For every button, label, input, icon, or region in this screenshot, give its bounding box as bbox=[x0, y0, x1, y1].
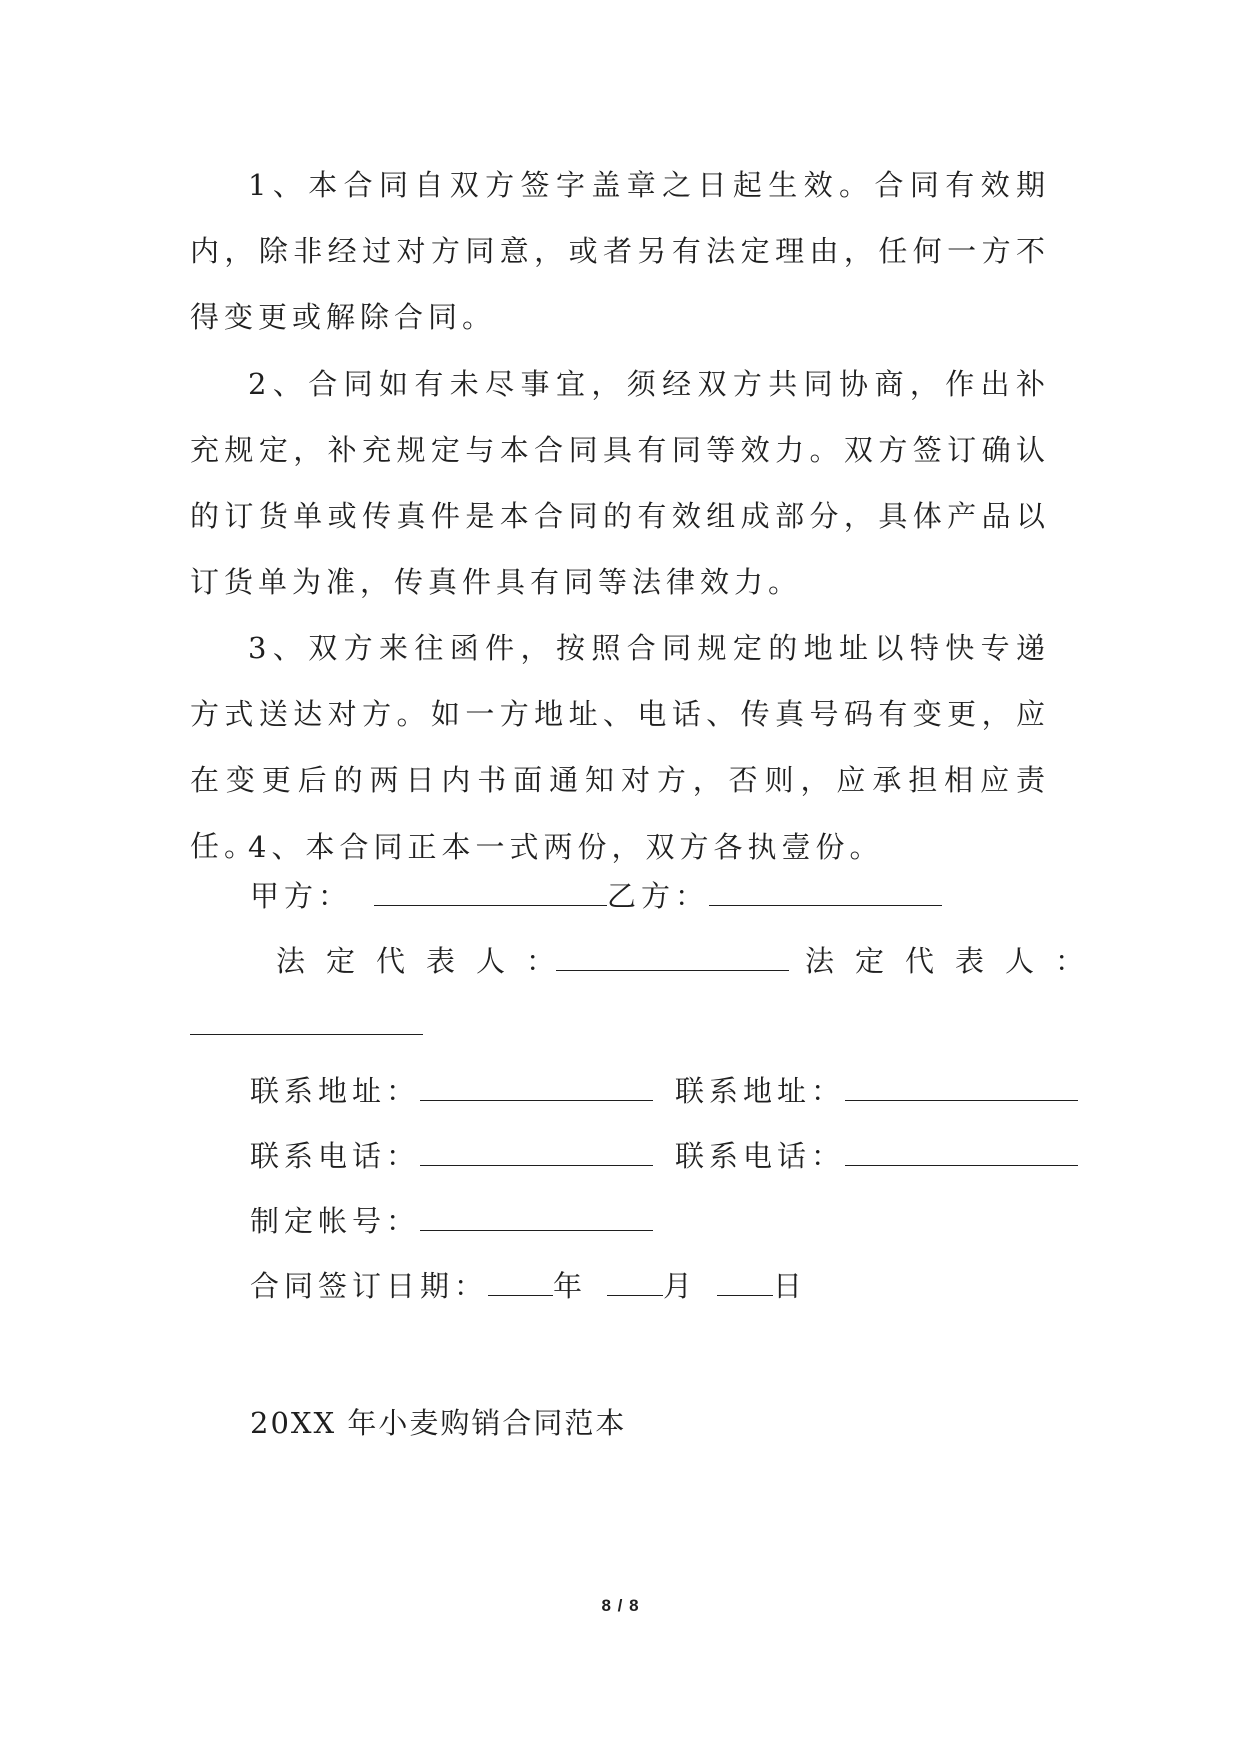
page-number: 8 / 8 bbox=[601, 1596, 640, 1615]
legal-rep-b-blank-line bbox=[190, 1005, 423, 1045]
phone-a-blank bbox=[420, 1137, 653, 1166]
party-b-blank bbox=[709, 877, 942, 906]
legal-rep-a-blank-line bbox=[556, 941, 789, 981]
next-document-title: 20XX 年小麦购销合同范本 bbox=[250, 1406, 627, 1440]
month-blank bbox=[607, 1267, 663, 1296]
phone-b-blank bbox=[845, 1137, 1078, 1166]
party-line bbox=[250, 876, 942, 916]
year-blank bbox=[488, 1267, 553, 1296]
address-line bbox=[250, 1071, 1078, 1111]
account-line bbox=[250, 1201, 653, 1241]
legal-rep-b-blank bbox=[190, 1006, 423, 1035]
legal-rep-a-blank bbox=[556, 942, 789, 971]
legal-rep-b-label: 法定代表人： bbox=[805, 944, 1106, 978]
clause-1: 1、本合同自双方签字盖章之日起生效。合同有效期内，除非经过对方同意，或者另有法定理由，任何一方不得变更或解除合同。 bbox=[190, 168, 1050, 334]
phone-line bbox=[250, 1136, 1078, 1176]
month-label: 月 bbox=[663, 1269, 698, 1303]
date-line bbox=[250, 1266, 807, 1306]
address-b-blank bbox=[845, 1072, 1078, 1101]
day-blank bbox=[717, 1267, 773, 1296]
clause-2: 2、合同如有未尽事宜，须经双方共同协商，作出补充规定，补充规定与本合同具有同等效力。双方签订确认的订货单或传真件是本合同的有效组成部分，具体产品以订货单为准，传真件具有同等法律效力。 bbox=[190, 367, 1050, 599]
legal-rep-a-line bbox=[276, 941, 576, 981]
address-a-blank bbox=[420, 1072, 653, 1101]
phone-a-label: 联系电话： bbox=[250, 1139, 421, 1173]
party-a-blank bbox=[374, 877, 607, 906]
clause-4: 4、本合同正本一式两份，双方各执壹份。 bbox=[248, 830, 884, 864]
address-b-label: 联系地址： bbox=[675, 1074, 846, 1108]
party-b-label: 乙方： bbox=[607, 879, 710, 913]
party-a-label: 甲方： bbox=[250, 879, 353, 913]
clause-3: 3、双方来往函件，按照合同规定的地址以特快专递方式送达对方。如一方地址、电话、传真号码有变更，应在变更后的两日内书面通知对方，否则，应承担相应责任。 bbox=[190, 631, 1050, 863]
date-label: 合同签订日期： bbox=[250, 1269, 489, 1303]
legal-rep-a-label: 法定代表人： bbox=[276, 944, 577, 978]
legal-rep-b-line bbox=[805, 941, 1105, 981]
account-label: 制定帐号： bbox=[250, 1204, 421, 1238]
year-label: 年 bbox=[553, 1269, 588, 1303]
address-a-label: 联系地址： bbox=[250, 1074, 421, 1108]
phone-b-label: 联系电话： bbox=[675, 1139, 846, 1173]
account-blank bbox=[420, 1202, 653, 1231]
day-label: 日 bbox=[773, 1269, 808, 1303]
